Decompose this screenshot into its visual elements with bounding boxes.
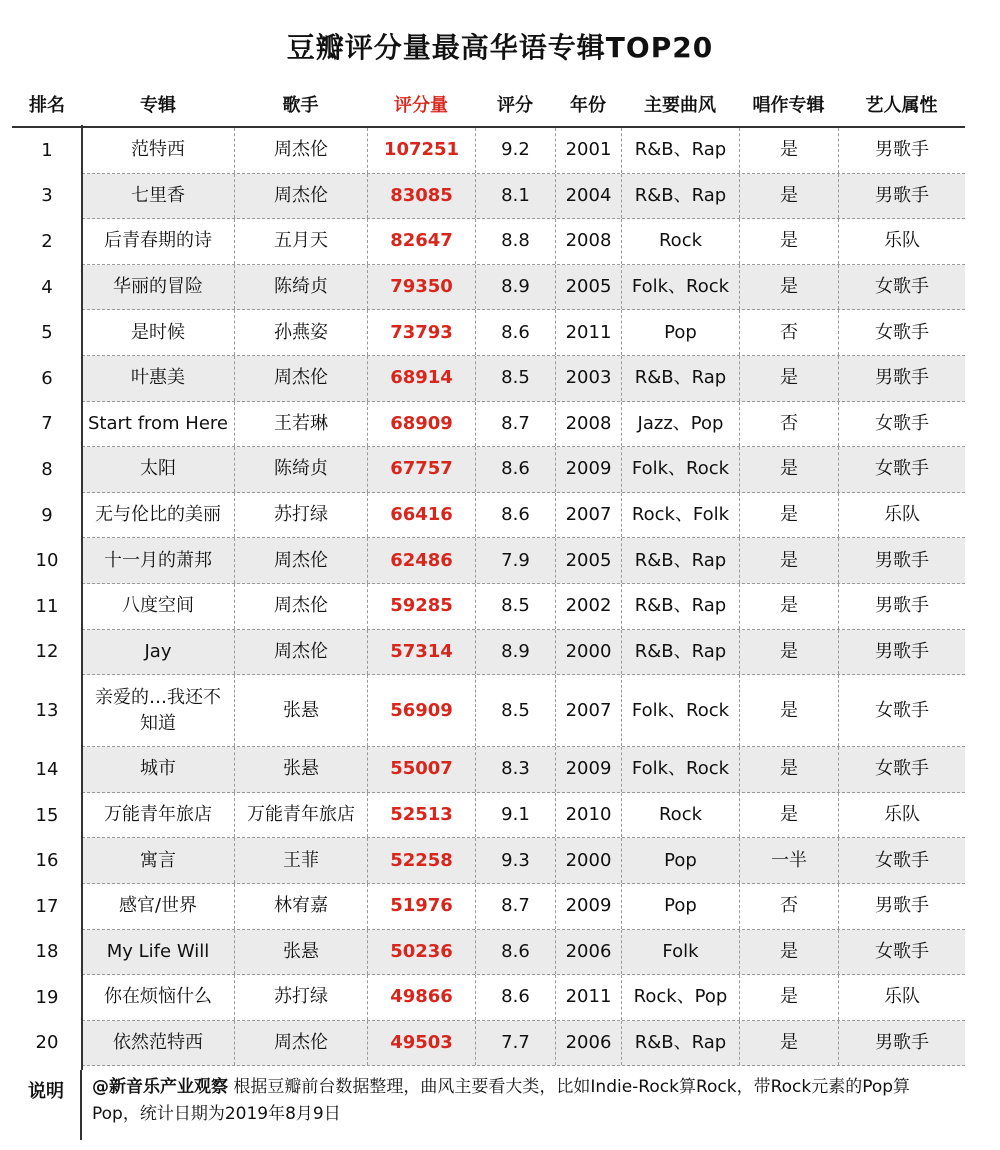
rating-count-cell: 52513: [367, 793, 475, 838]
header-year: 年份: [570, 95, 606, 116]
rating-count-cell: 62486: [367, 538, 475, 583]
rating-cell: 8.7: [475, 884, 555, 929]
self-written-cell: 是: [739, 675, 838, 746]
rating-cell: 8.5: [475, 584, 555, 629]
row-body: [82, 675, 965, 747]
row-body: [82, 838, 965, 884]
album-cell: 后青春期的诗: [104, 230, 212, 252]
row-body: [82, 975, 965, 1021]
artist-cell: 周杰伦: [234, 538, 367, 583]
genre-cell: Folk、Rock: [621, 675, 739, 746]
year-cell: 2009: [555, 447, 621, 492]
genre-cell: R&B、Rap: [621, 356, 739, 401]
header-rating: 评分: [497, 95, 533, 116]
header-genre: 主要曲风: [644, 95, 716, 116]
artist-cell: 林宥嘉: [234, 884, 367, 929]
genre-cell: R&B、Rap: [621, 174, 739, 219]
year-cell: 2002: [555, 584, 621, 629]
rating-count-cell: 51976: [367, 884, 475, 929]
rating-cell: 8.6: [475, 975, 555, 1020]
footnote: [12, 1070, 965, 1140]
genre-cell: Rock、Pop: [621, 975, 739, 1020]
genre-cell: Folk、Rock: [621, 747, 739, 792]
genre-cell: R&B、Rap: [621, 1021, 739, 1066]
album-cell: Jay: [144, 640, 172, 662]
artist-type-cell: 男歌手: [838, 538, 965, 583]
year-cell: 2008: [555, 402, 621, 447]
rating-count-cell: 57314: [367, 630, 475, 675]
year-cell: 2004: [555, 174, 621, 219]
album-cell: 范特西: [131, 139, 185, 161]
artist-type-cell: 女歌手: [838, 675, 965, 746]
row-body: [82, 884, 965, 930]
row-body: [82, 174, 965, 220]
rank-cell: 3: [41, 185, 53, 207]
artist-cell: 王若琳: [234, 402, 367, 447]
table-row: [12, 538, 965, 584]
row-body: [82, 402, 965, 448]
self-written-cell: 是: [739, 219, 838, 264]
artist-cell: 苏打绿: [234, 975, 367, 1020]
rank-cell: 7: [41, 413, 53, 435]
genre-cell: R&B、Rap: [621, 630, 739, 675]
year-cell: 2000: [555, 630, 621, 675]
year-cell: 2006: [555, 930, 621, 975]
rating-cell: 8.6: [475, 310, 555, 355]
header-artist: 歌手: [282, 95, 319, 116]
rating-cell: 9.2: [475, 128, 555, 173]
self-written-cell: 是: [739, 447, 838, 492]
self-written-cell: 是: [739, 747, 838, 792]
footnote-text: [82, 1070, 965, 1140]
genre-cell: R&B、Rap: [621, 584, 739, 629]
header-artist-type: 艺人属性: [865, 95, 938, 116]
rating-cell: 8.5: [475, 675, 555, 746]
year-cell: 2009: [555, 747, 621, 792]
artist-type-cell: 乐队: [838, 493, 965, 538]
genre-cell: Rock、Folk: [621, 493, 739, 538]
album-cell: 华丽的冒险: [113, 276, 203, 298]
table-row: [12, 310, 965, 356]
rank-cell: 5: [41, 322, 53, 344]
artist-type-cell: 男歌手: [838, 1021, 965, 1066]
year-cell: 2007: [555, 675, 621, 746]
rating-count-cell: 66416: [367, 493, 475, 538]
artist-type-cell: 乐队: [838, 975, 965, 1020]
table-row: [12, 793, 965, 839]
artist-cell: 万能青年旅店: [234, 793, 367, 838]
self-written-cell: 是: [739, 1021, 838, 1066]
rank-cell: 18: [35, 941, 59, 963]
rank-cell: 14: [35, 758, 59, 780]
album-cell: 万能青年旅店: [104, 804, 212, 826]
genre-cell: Folk、Rock: [621, 447, 739, 492]
album-cell: 感官/世界: [118, 895, 198, 917]
row-body: [82, 493, 965, 539]
artist-type-cell: 女歌手: [838, 447, 965, 492]
table-row: [12, 630, 965, 676]
rating-count-cell: 79350: [367, 265, 475, 310]
table-row: [12, 493, 965, 539]
artist-cell: 周杰伦: [234, 128, 367, 173]
artist-type-cell: 男歌手: [838, 174, 965, 219]
artist-cell: 周杰伦: [234, 174, 367, 219]
genre-cell: Pop: [621, 838, 739, 883]
album-cell: 八度空间: [122, 595, 194, 617]
rating-count-cell: 49866: [367, 975, 475, 1020]
album-cell: 七里香: [131, 184, 185, 206]
rating-count-cell: 73793: [367, 310, 475, 355]
header-self-written: 唱作专辑: [752, 95, 825, 116]
row-body: [82, 265, 965, 311]
rating-count-cell: 49503: [367, 1021, 475, 1066]
artist-cell: 苏打绿: [234, 493, 367, 538]
self-written-cell: 否: [739, 310, 838, 355]
table-row: [12, 975, 965, 1021]
self-written-cell: 否: [739, 402, 838, 447]
row-body: [82, 310, 965, 356]
rank-divider: [81, 125, 83, 1070]
table-row: [12, 930, 965, 976]
artist-type-cell: 女歌手: [838, 265, 965, 310]
rating-cell: 8.6: [475, 930, 555, 975]
rating-cell: 7.7: [475, 1021, 555, 1066]
table-row: [12, 884, 965, 930]
rank-cell: 12: [35, 641, 59, 663]
artist-type-cell: 男歌手: [838, 884, 965, 929]
self-written-cell: 是: [739, 265, 838, 310]
genre-cell: Jazz、Pop: [621, 402, 739, 447]
year-cell: 2009: [555, 884, 621, 929]
genre-cell: Folk: [621, 930, 739, 975]
genre-cell: R&B、Rap: [621, 128, 739, 173]
genre-cell: Pop: [621, 884, 739, 929]
footnote-body: 根据豆瓣前台数据整理，曲风主要看大类，比如Indie-Rock算Rock，带Rock元素的Pop算Pop，统计日期为2019年8月9日: [92, 1077, 911, 1124]
year-cell: 2011: [555, 310, 621, 355]
table-row: [12, 128, 965, 174]
table-row: [12, 447, 965, 493]
rating-count-cell: 52258: [367, 838, 475, 883]
album-cell: 依然范特西: [113, 1031, 203, 1053]
table-row: [12, 356, 965, 402]
genre-cell: Rock: [621, 793, 739, 838]
year-cell: 2005: [555, 538, 621, 583]
self-written-cell: 是: [739, 174, 838, 219]
artist-cell: 周杰伦: [234, 356, 367, 401]
year-cell: 2007: [555, 493, 621, 538]
rating-cell: 8.8: [475, 219, 555, 264]
row-body: [82, 793, 965, 839]
footnote-source: @新音乐产业观察: [92, 1077, 228, 1097]
row-body: [82, 584, 965, 630]
row-body: [82, 538, 965, 584]
table-row: [12, 265, 965, 311]
rating-count-cell: 50236: [367, 930, 475, 975]
rank-cell: 9: [41, 504, 53, 526]
album-cell: 是时候: [131, 321, 185, 343]
rating-cell: 8.7: [475, 402, 555, 447]
row-body: [82, 930, 965, 976]
artist-cell: 张悬: [234, 747, 367, 792]
year-cell: 2000: [555, 838, 621, 883]
self-written-cell: 是: [739, 493, 838, 538]
rating-count-cell: 56909: [367, 675, 475, 746]
table-row: [12, 747, 965, 793]
artist-type-cell: 女歌手: [838, 747, 965, 792]
table-row: [12, 219, 965, 265]
rating-cell: 7.9: [475, 538, 555, 583]
rank-cell: 6: [41, 367, 53, 389]
artist-type-cell: 女歌手: [838, 930, 965, 975]
album-cell: 城市: [140, 758, 176, 780]
year-cell: 2003: [555, 356, 621, 401]
self-written-cell: 是: [739, 793, 838, 838]
rating-count-cell: 55007: [367, 747, 475, 792]
artist-cell: 张悬: [234, 930, 367, 975]
footnote-label: 说明: [12, 1070, 82, 1140]
rank-cell: 8: [41, 458, 53, 480]
page-title: 豆瓣评分量最高华语专辑TOP20: [286, 31, 714, 64]
rank-cell: 15: [35, 804, 59, 826]
album-table: [12, 82, 965, 1066]
artist-type-cell: 乐队: [838, 793, 965, 838]
table-row: [12, 838, 965, 884]
artist-cell: 王菲: [234, 838, 367, 883]
table-row: [12, 174, 965, 220]
rank-cell: 19: [35, 986, 59, 1008]
rank-cell: 10: [35, 550, 59, 572]
rating-count-cell: 107251: [367, 128, 475, 173]
rating-cell: 8.3: [475, 747, 555, 792]
self-written-cell: 是: [739, 630, 838, 675]
rank-cell: 20: [35, 1032, 59, 1054]
genre-cell: Rock: [621, 219, 739, 264]
artist-type-cell: 男歌手: [838, 128, 965, 173]
rating-cell: 8.6: [475, 493, 555, 538]
year-cell: 2011: [555, 975, 621, 1020]
header-album: 专辑: [140, 95, 176, 116]
rating-cell: 9.3: [475, 838, 555, 883]
row-body: [82, 630, 965, 676]
row-body: [82, 356, 965, 402]
rank-cell: 13: [35, 700, 59, 722]
year-cell: 2006: [555, 1021, 621, 1066]
artist-type-cell: 女歌手: [838, 310, 965, 355]
row-body: [82, 447, 965, 493]
album-cell: 寓言: [140, 849, 176, 871]
rating-cell: 8.5: [475, 356, 555, 401]
table-row: [12, 402, 965, 448]
rating-count-cell: 68914: [367, 356, 475, 401]
rating-count-cell: 59285: [367, 584, 475, 629]
album-cell: 十一月的萧邦: [104, 549, 212, 571]
rank-cell: 1: [41, 139, 53, 161]
genre-cell: R&B、Rap: [621, 538, 739, 583]
artist-cell: 陈绮贞: [234, 447, 367, 492]
self-written-cell: 是: [739, 975, 838, 1020]
artist-type-cell: 乐队: [838, 219, 965, 264]
row-body: [82, 128, 965, 174]
rank-cell: 4: [41, 276, 53, 298]
rating-cell: 8.1: [475, 174, 555, 219]
artist-cell: 陈绮贞: [234, 265, 367, 310]
album-cell: 亲爱的…我还不知道: [95, 686, 221, 734]
year-cell: 2010: [555, 793, 621, 838]
rank-cell: 2: [41, 230, 53, 252]
artist-type-cell: 男歌手: [838, 356, 965, 401]
table-row: [12, 584, 965, 630]
album-cell: 无与伦比的美丽: [95, 504, 221, 526]
artist-cell: 张悬: [234, 675, 367, 746]
artist-type-cell: 女歌手: [838, 838, 965, 883]
artist-cell: 周杰伦: [234, 630, 367, 675]
rating-count-cell: 82647: [367, 219, 475, 264]
self-written-cell: 是: [739, 584, 838, 629]
table-row: [12, 1021, 965, 1067]
artist-type-cell: 女歌手: [838, 402, 965, 447]
rating-count-cell: 68909: [367, 402, 475, 447]
album-cell: 叶惠美: [131, 367, 185, 389]
row-body: [82, 219, 965, 265]
artist-cell: 孙燕姿: [234, 310, 367, 355]
artist-cell: 五月天: [234, 219, 367, 264]
album-cell: 太阳: [140, 458, 176, 480]
rating-cell: 8.6: [475, 447, 555, 492]
rating-cell: 8.9: [475, 630, 555, 675]
rank-cell: 16: [35, 850, 59, 872]
rating-count-cell: 67757: [367, 447, 475, 492]
table-header: [12, 82, 965, 128]
table-row: [12, 675, 965, 747]
row-body: [82, 1021, 965, 1067]
artist-cell: 周杰伦: [234, 584, 367, 629]
self-written-cell: 是: [739, 930, 838, 975]
rating-count-cell: 83085: [367, 174, 475, 219]
self-written-cell: 是: [739, 128, 838, 173]
year-cell: 2005: [555, 265, 621, 310]
album-cell: Start from Here: [88, 412, 228, 434]
album-cell: 你在烦恼什么: [104, 986, 212, 1008]
table-body: [12, 128, 965, 1066]
year-cell: 2008: [555, 219, 621, 264]
rating-cell: 9.1: [475, 793, 555, 838]
self-written-cell: 是: [739, 538, 838, 583]
rank-cell: 17: [35, 895, 59, 917]
row-body: [82, 747, 965, 793]
rank-cell: 11: [35, 595, 59, 617]
artist-cell: 周杰伦: [234, 1021, 367, 1066]
self-written-cell: 否: [739, 884, 838, 929]
rating-cell: 8.9: [475, 265, 555, 310]
year-cell: 2001: [555, 128, 621, 173]
album-cell: My Life Will: [106, 940, 210, 962]
genre-cell: Pop: [621, 310, 739, 355]
artist-type-cell: 男歌手: [838, 630, 965, 675]
header-rating-count: 评分量: [394, 95, 448, 116]
header-rank: 排名: [29, 95, 65, 116]
artist-type-cell: 男歌手: [838, 584, 965, 629]
self-written-cell: 一半: [739, 838, 838, 883]
self-written-cell: 是: [739, 356, 838, 401]
genre-cell: Folk、Rock: [621, 265, 739, 310]
